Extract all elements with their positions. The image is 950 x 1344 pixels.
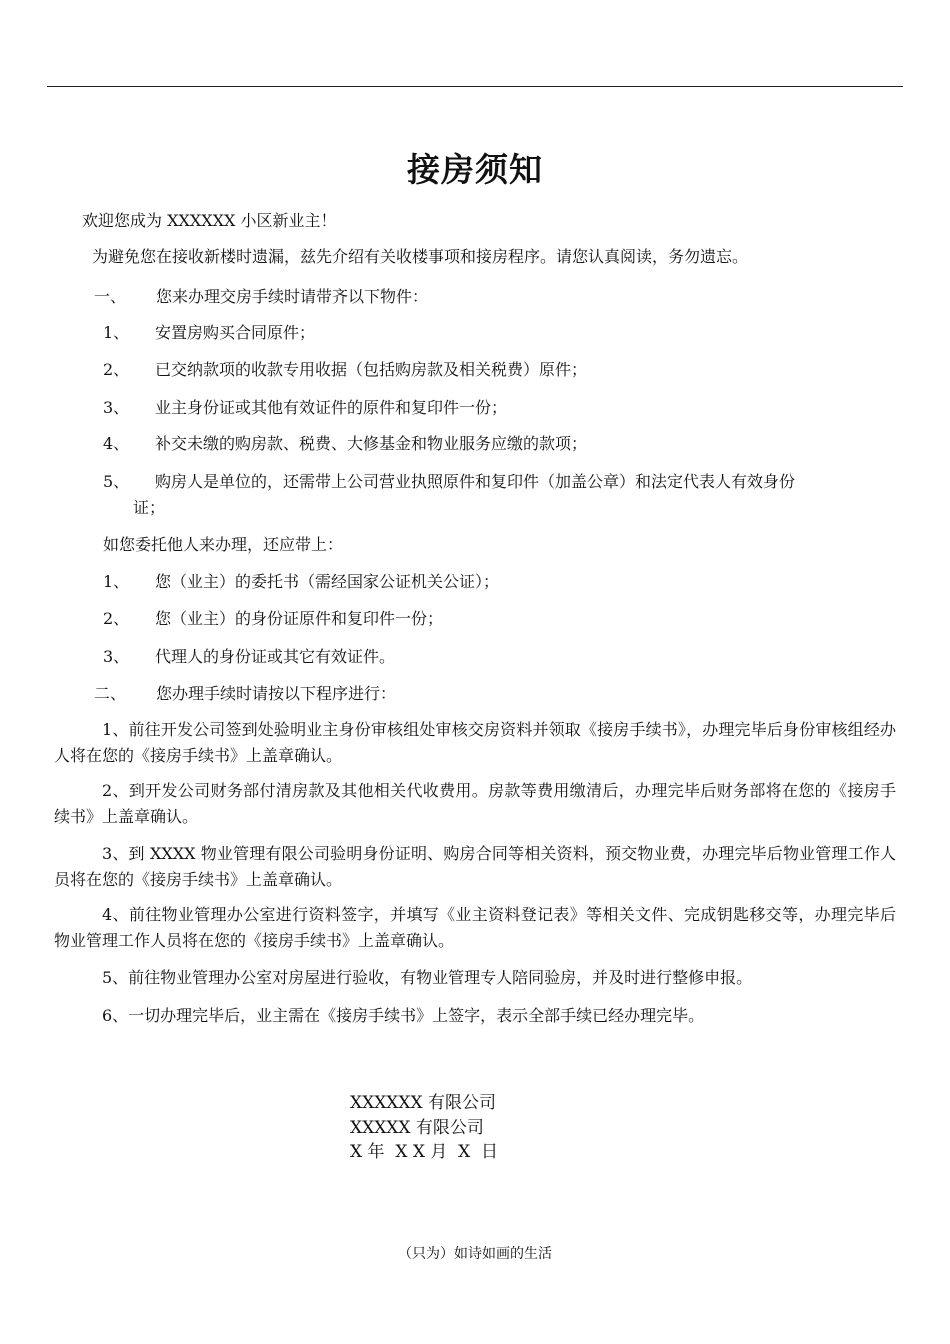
list-item-text: 您（业主）的身份证原件和复印件一份； [155, 609, 444, 628]
section2-heading-text: 您办理手续时请按以下程序进行： [156, 684, 397, 703]
procedure-step: 1、前往开发公司签到处验明业主身份审核组处审核交房资料并领取《接房手续书》，办理完毕后身份审核组经办人将在您的《接房手续书》上盖章确认。 [54, 720, 896, 765]
list-item-number: 3、 [103, 398, 130, 417]
section1-heading-text: 您来办理交房手续时请带齐以下物件： [156, 287, 429, 306]
section1-number: 一、 [94, 287, 127, 306]
list-item-number: 2、 [103, 609, 130, 628]
signature-company-1: XXXXXX 有限公司 [350, 1093, 497, 1113]
welcome-line: 欢迎您成为 XXXXXX 小区新业主！ [82, 211, 337, 230]
list-item-number: 1、 [103, 323, 130, 342]
procedure-step: 4、前往物业管理办公室进行资料签字，并填写《业主资料登记表》等相关文件、完成钥匙移交等，办理完毕后物业管理工作人员将在您的《接房手续书》上盖章确认。 [54, 905, 896, 950]
list-item-text: 业主身份证或其他有效证件的原件和复印件一份； [155, 398, 508, 417]
list-item-number: 2、 [103, 360, 130, 379]
procedure-step: 5、前往物业管理办公室对房屋进行验收，有物业管理专人陪同验房，并及时进行整修申报。 [102, 968, 753, 987]
list-item-number: 4、 [103, 434, 130, 453]
list-item-text: 已交纳款项的收款专用收据（包括购房款及相关税费）原件； [155, 360, 588, 379]
procedure-step: 6、一切办理完毕后，业主需在《接房手续书》上签字，表示全部手续已经办理完毕。 [102, 1006, 705, 1025]
signature-date: X 年 X X 月 X 日 [350, 1142, 499, 1162]
section2-number: 二、 [94, 684, 127, 703]
procedure-step: 2、到开发公司财务部付清房款及其他相关代收费用。房款等费用缴清后，办理完毕后财务部将在您的《接房手续书》上盖章确认。 [54, 781, 896, 826]
page-footer: （只为）如诗如画的生活 [398, 1246, 552, 1262]
list-item-text: 购房人是单位的，还需带上公司营业执照原件和复印件（加盖公章）和法定代表人有效身份 [155, 472, 796, 491]
list-item-text: 您（业主）的委托书（需经国家公证机关公证）； [155, 572, 500, 591]
document-title: 接房须知 [407, 150, 543, 189]
header-rule [47, 86, 903, 87]
procedure-step: 3、到 XXXX 物业管理有限公司验明身份证明、购房合同等相关资料，预交物业费，办理完毕后物业管理工作人员将在您的《接房手续书》上盖章确认。 [54, 844, 896, 889]
signature-company-2: XXXXX 有限公司 [350, 1118, 484, 1138]
list-item-number: 5、 [103, 472, 130, 491]
delegate-heading: 如您委托他人来办理，还应带上： [103, 535, 344, 554]
list-item-text: 安置房购买合同原件； [155, 323, 316, 342]
list-item-number: 1、 [103, 572, 130, 591]
intro-line: 为避免您在接收新楼时遗漏，兹先介绍有关收楼事项和接房程序。请您认真阅读，务勿遗忘。 [92, 247, 749, 266]
list-item-number: 3、 [103, 647, 130, 666]
list-item-text-continued: 证； [133, 498, 166, 517]
list-item-text: 补交未缴的购房款、税费、大修基金和物业服务应缴的款项； [155, 434, 588, 453]
list-item-text: 代理人的身份证或其它有效证件。 [155, 647, 396, 666]
